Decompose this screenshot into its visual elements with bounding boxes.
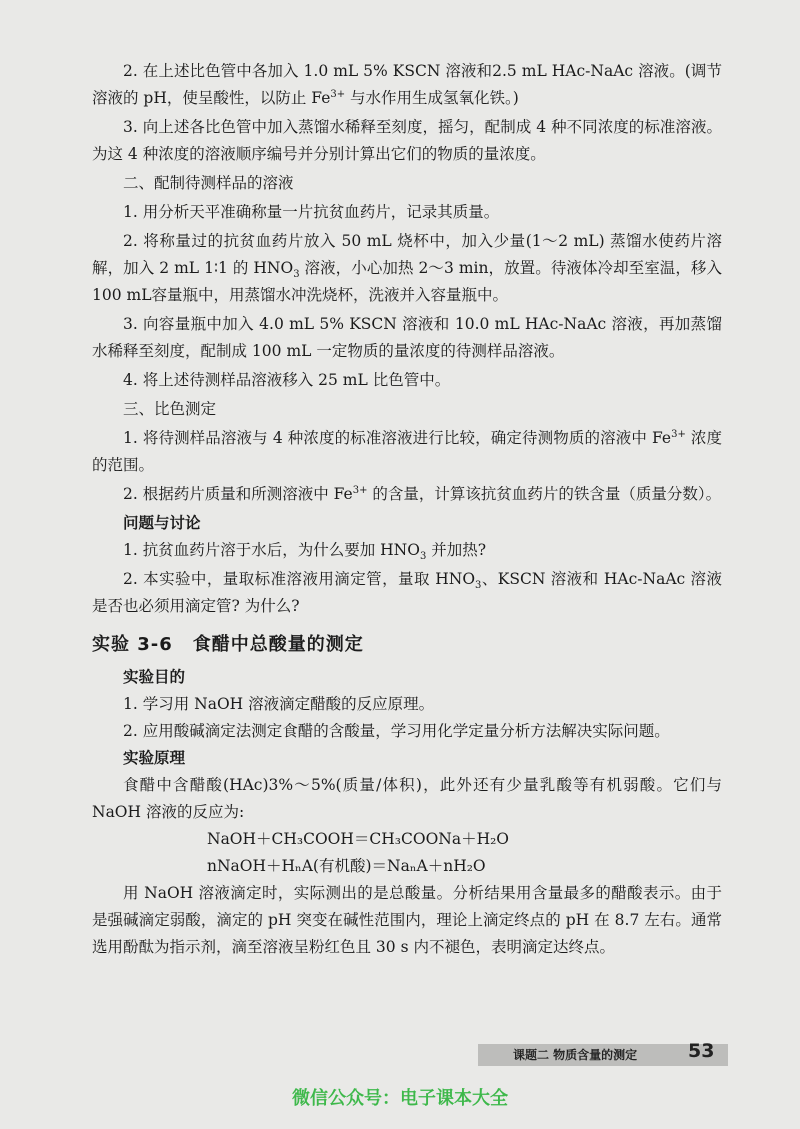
paragraph: 3. 向上述各比色管中加入蒸馏水稀释至刻度，摇匀，配制成 4 种不同浓度的标准溶液。为这 4 种浓度的溶液顺序编号并分别计算出它们的物质的量浓度。 <box>92 118 722 163</box>
equation: NaOH＋CH₃COOH＝CH₃COONa＋H₂O <box>207 830 510 848</box>
equation: nNaOH＋HₙA(有机酸)＝NaₙA＋nH₂O <box>207 857 486 875</box>
aim-item: 1. 学习用 NaOH 溶液滴定醋酸的反应原理。 <box>123 695 435 713</box>
page-body <box>92 58 722 961</box>
question: 2. 本实验中，量取标准溶液用滴定管，量取 $HNO_3$、KSCN 溶液和 HAc-NaAc 溶液是否也必须用滴定管? 为什么? <box>92 570 722 615</box>
principle-heading: 实验原理 <box>123 749 186 767</box>
discussion-heading: 问题与讨论 <box>123 514 201 532</box>
paragraph: 食醋中含醋酸(HAc)3%～5%(质量/体积)，此外还有少量乳酸等有机弱酸。它们与NaOH 溶液的反应为: <box>92 776 722 821</box>
aim-item: 2. 应用酸碱滴定法测定食醋的含酸量，学习用化学定量分析方法解决实际问题。 <box>123 722 670 740</box>
paragraph: 2. 根据药片质量和所测溶液中 $Fe^{3+}$ 的含量，计算该抗贫血药片的铁含量（质量分数）。 <box>123 484 722 503</box>
paragraph: 1. 将待测样品溶液与 4 种浓度的标准溶液进行比较，确定待测物质的溶液中 $Fe^{3+}$ 浓度的范围。 <box>92 428 722 474</box>
question: 1. 抗贫血药片溶于水后，为什么要加 $HNO_3$ 并加热? <box>123 541 487 563</box>
paragraph: 2. 在上述比色管中各加入 1.0 mL 5% KSCN 溶液和2.5 mL HAc-NaAc 溶液。(调节溶液的 pH，使呈酸性，以防止 $Fe^{3+}$ 与水作用生成氢氧化铁。) <box>92 62 722 107</box>
section-heading: 二、配制待测样品的溶液 <box>123 174 294 192</box>
paragraph: 4. 将上述待测样品溶液移入 25 mL 比色管中。 <box>123 371 451 389</box>
aim-heading: 实验目的 <box>123 668 186 686</box>
paragraph: 3. 向容量瓶中加入 4.0 mL 5% KSCN 溶液和 10.0 mL HAc-NaAc 溶液，再加蒸馏水稀释至刻度，配制成 100 mL 一定物质的量浓度的待测样品溶液。 <box>92 315 722 360</box>
paragraph: 1. 用分析天平准确称量一片抗贫血药片，记录其质量。 <box>123 203 500 221</box>
paragraph: 用 NaOH 溶液滴定时，实际测出的是总酸量。分析结果用含量最多的醋酸表示。由于是强碱滴定弱酸，滴定的 pH 突变在碱性范围内，理论上滴定终点的 pH 在 8.7 左右。通常选用酚酞为指示剂，滴至溶液呈粉红色且 30 s 内不褪色，表明滴定达终点。 <box>92 884 722 956</box>
watermark: 微信公众号：电子课本大全 <box>292 1088 508 1109</box>
paragraph: 2. 将称量过的抗贫血药片放入 50 mL 烧杯中，加入少量(1～2 mL) 蒸馏水使药片溶解，加入 2 mL 1∶1 的 $HNO_3$ 溶液，小心加热 2～3 min，放置。待液体冷却至室温，移入100 mL容量瓶中，用蒸馏水冲洗烧杯，洗液并入容量瓶中。 <box>92 232 722 304</box>
section-heading: 三、比色测定 <box>123 400 217 418</box>
page-number: 53 <box>688 1040 715 1062</box>
experiment-title: 实验 3-6 食醋中总酸量的测定 <box>92 634 364 655</box>
footer-section: 课题二 物质含量的测定 <box>513 1048 638 1062</box>
